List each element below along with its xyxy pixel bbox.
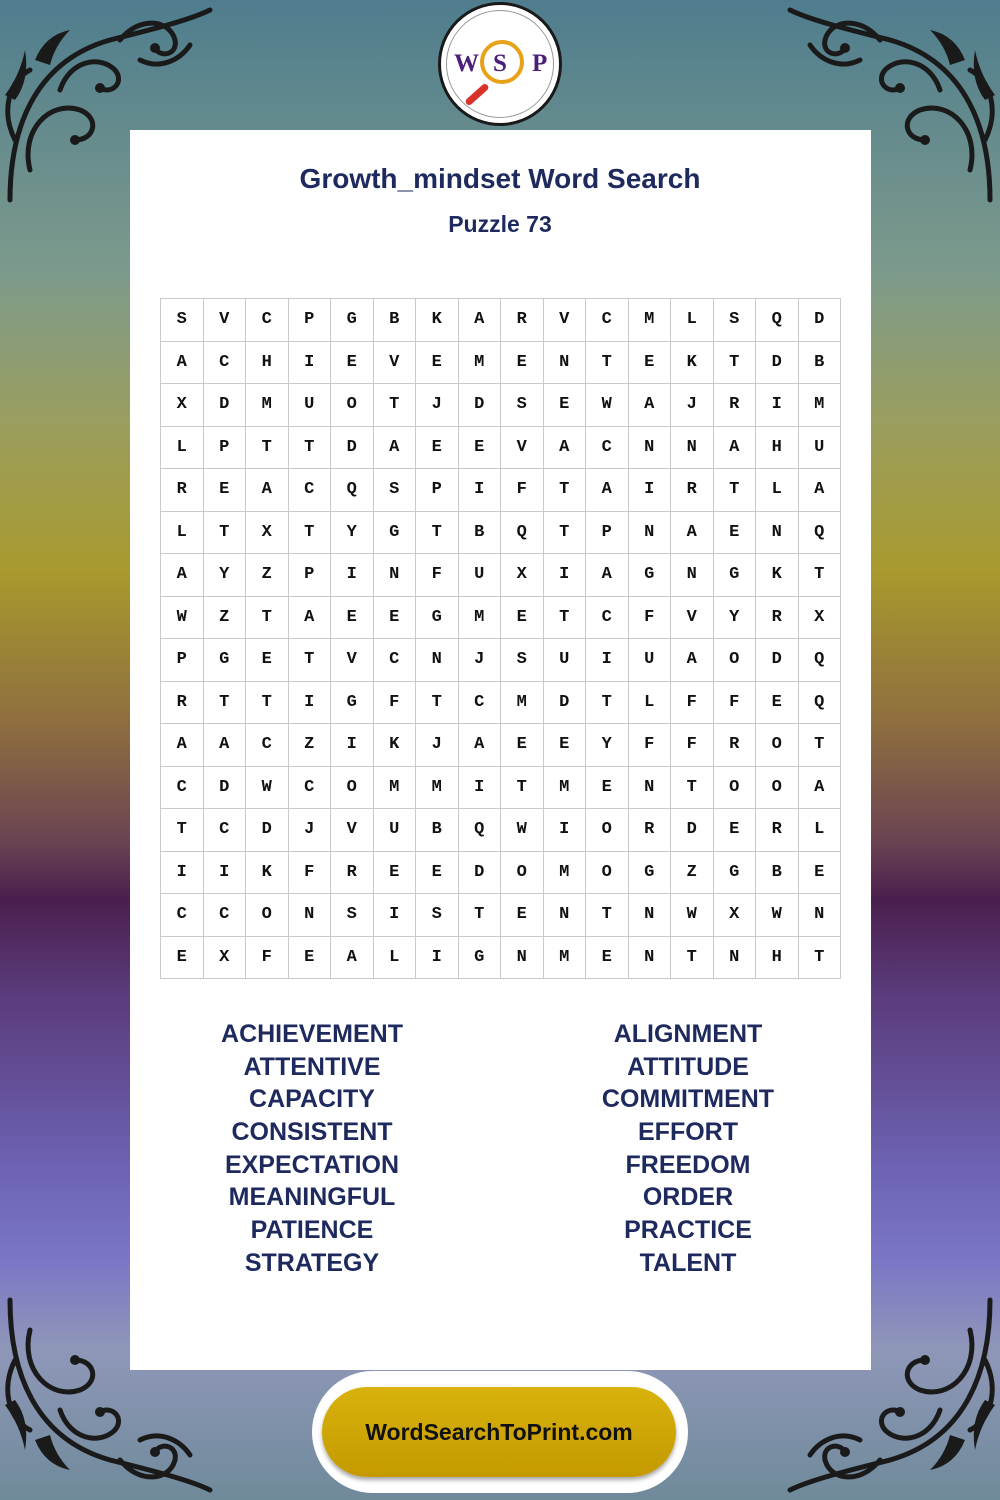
grid-cell[interactable]: T <box>798 554 841 597</box>
grid-cell[interactable]: C <box>203 341 246 384</box>
grid-cell[interactable]: N <box>628 426 671 469</box>
grid-cell[interactable]: T <box>373 384 416 427</box>
grid-cell[interactable]: N <box>543 341 586 384</box>
grid-cell[interactable]: M <box>798 384 841 427</box>
grid-cell[interactable]: O <box>331 384 374 427</box>
grid-cell[interactable]: Q <box>331 469 374 512</box>
grid-cell[interactable]: F <box>671 724 714 767</box>
grid-cell[interactable]: I <box>331 724 374 767</box>
word-list-left <box>162 1018 462 1280</box>
grid-cell[interactable]: C <box>458 681 501 724</box>
grid-cell[interactable]: X <box>713 894 756 937</box>
grid-cell[interactable]: D <box>543 681 586 724</box>
grid-cell[interactable]: D <box>798 299 841 342</box>
grid-cell[interactable]: W <box>586 384 629 427</box>
grid-cell[interactable]: D <box>246 809 289 852</box>
grid-cell[interactable]: W <box>671 894 714 937</box>
grid-cell[interactable]: K <box>416 299 459 342</box>
grid-cell[interactable]: M <box>373 766 416 809</box>
grid-cell[interactable]: I <box>331 554 374 597</box>
site-link-label: WordSearchToPrint.com <box>365 1418 633 1445</box>
grid-cell[interactable]: G <box>203 639 246 682</box>
word-list-item: CONSISTENT <box>231 1118 393 1147</box>
grid-cell[interactable]: T <box>416 511 459 554</box>
grid-cell[interactable]: Q <box>798 511 841 554</box>
word-list-item: CAPACITY <box>249 1085 375 1114</box>
grid-cell[interactable]: R <box>713 384 756 427</box>
grid-cell[interactable]: K <box>671 341 714 384</box>
grid-cell[interactable]: F <box>713 681 756 724</box>
word-list-item: ATTITUDE <box>627 1052 749 1081</box>
grid-cell[interactable]: T <box>586 894 629 937</box>
grid-cell[interactable]: Z <box>203 596 246 639</box>
grid-cell[interactable]: E <box>628 341 671 384</box>
grid-cell[interactable]: A <box>586 554 629 597</box>
grid-cell[interactable]: E <box>713 511 756 554</box>
grid-cell[interactable]: K <box>373 724 416 767</box>
grid-cell[interactable]: R <box>161 469 204 512</box>
grid-cell[interactable]: F <box>501 469 544 512</box>
grid-cell[interactable]: A <box>331 936 374 979</box>
grid-cell[interactable]: A <box>373 426 416 469</box>
grid-cell[interactable]: A <box>458 299 501 342</box>
grid-cell[interactable]: T <box>798 724 841 767</box>
grid-cell[interactable]: O <box>756 724 799 767</box>
grid-cell[interactable]: Y <box>713 596 756 639</box>
grid-cell[interactable]: V <box>203 299 246 342</box>
grid-cell[interactable]: L <box>798 809 841 852</box>
grid-cell[interactable]: E <box>458 426 501 469</box>
grid-row <box>161 851 841 894</box>
grid-cell[interactable]: E <box>586 936 629 979</box>
grid-cell[interactable]: R <box>756 596 799 639</box>
grid-cell[interactable]: E <box>161 936 204 979</box>
grid-cell[interactable]: C <box>246 724 289 767</box>
grid-cell[interactable]: D <box>203 766 246 809</box>
grid-cell[interactable]: S <box>373 469 416 512</box>
grid-cell[interactable]: S <box>501 639 544 682</box>
grid-cell[interactable]: T <box>246 681 289 724</box>
grid-cell[interactable]: N <box>628 936 671 979</box>
grid-cell[interactable]: V <box>373 341 416 384</box>
grid-cell[interactable]: Y <box>586 724 629 767</box>
grid-cell[interactable]: Y <box>331 511 374 554</box>
grid-cell[interactable]: F <box>671 681 714 724</box>
grid-cell[interactable]: M <box>543 851 586 894</box>
grid-cell[interactable]: U <box>798 426 841 469</box>
grid-cell[interactable]: F <box>246 936 289 979</box>
logo-letter-w: W <box>454 50 479 77</box>
grid-cell[interactable]: W <box>246 766 289 809</box>
grid-cell[interactable]: E <box>416 851 459 894</box>
grid-cell[interactable]: B <box>798 341 841 384</box>
grid-cell[interactable]: H <box>756 936 799 979</box>
grid-cell[interactable]: A <box>713 426 756 469</box>
grid-cell[interactable]: A <box>161 341 204 384</box>
grid-cell[interactable]: T <box>501 766 544 809</box>
grid-cell[interactable]: I <box>628 469 671 512</box>
grid-cell[interactable]: V <box>543 299 586 342</box>
grid-cell[interactable]: F <box>416 554 459 597</box>
grid-cell[interactable]: O <box>713 639 756 682</box>
grid-cell[interactable]: T <box>416 681 459 724</box>
grid-cell[interactable]: J <box>458 639 501 682</box>
word-list-item: ACHIEVEMENT <box>221 1020 403 1048</box>
grid-cell[interactable]: T <box>586 681 629 724</box>
grid-cell[interactable]: E <box>501 724 544 767</box>
grid-row <box>161 299 841 342</box>
grid-cell[interactable]: L <box>373 936 416 979</box>
grid-cell[interactable]: M <box>501 681 544 724</box>
grid-cell[interactable]: K <box>756 554 799 597</box>
grid-cell[interactable]: G <box>416 596 459 639</box>
grid-cell[interactable]: M <box>543 936 586 979</box>
grid-cell[interactable]: T <box>288 639 331 682</box>
grid-cell[interactable]: G <box>713 851 756 894</box>
grid-cell[interactable]: T <box>543 469 586 512</box>
grid-cell[interactable]: I <box>586 639 629 682</box>
grid-cell[interactable]: M <box>543 766 586 809</box>
grid-cell[interactable]: O <box>331 766 374 809</box>
grid-cell[interactable]: I <box>543 809 586 852</box>
grid-cell[interactable]: A <box>458 724 501 767</box>
grid-cell[interactable]: L <box>628 681 671 724</box>
grid-cell[interactable]: N <box>288 894 331 937</box>
grid-cell[interactable]: N <box>543 894 586 937</box>
grid-cell[interactable]: R <box>161 681 204 724</box>
grid-cell[interactable]: M <box>628 299 671 342</box>
grid-cell[interactable]: V <box>501 426 544 469</box>
grid-cell[interactable]: Z <box>288 724 331 767</box>
grid-cell[interactable]: E <box>501 596 544 639</box>
grid-cell[interactable]: N <box>628 894 671 937</box>
grid-cell[interactable]: A <box>671 639 714 682</box>
grid-cell[interactable]: N <box>501 936 544 979</box>
grid-cell[interactable]: B <box>416 809 459 852</box>
grid-cell[interactable]: T <box>798 936 841 979</box>
grid-cell[interactable]: G <box>713 554 756 597</box>
puzzle-title: Growth_mindset Word Search <box>299 163 701 194</box>
grid-cell[interactable]: E <box>373 596 416 639</box>
grid-cell[interactable]: T <box>543 511 586 554</box>
word-list-item: EXPECTATION <box>224 1150 400 1179</box>
grid-cell[interactable]: P <box>288 299 331 342</box>
grid-cell[interactable]: A <box>586 469 629 512</box>
grid-cell[interactable]: F <box>628 724 671 767</box>
grid-cell[interactable]: T <box>713 341 756 384</box>
grid-cell[interactable]: L <box>671 299 714 342</box>
grid-cell[interactable]: D <box>203 384 246 427</box>
word-list-item: FREEDOM <box>625 1150 751 1179</box>
grid-cell[interactable]: D <box>458 851 501 894</box>
grid-cell[interactable]: E <box>416 341 459 384</box>
grid-cell[interactable]: A <box>161 554 204 597</box>
grid-cell[interactable]: I <box>416 936 459 979</box>
grid-cell[interactable]: W <box>161 596 204 639</box>
word-list-item: TALENT <box>639 1248 737 1277</box>
grid-cell[interactable]: P <box>203 426 246 469</box>
grid-cell[interactable]: S <box>161 299 204 342</box>
grid-cell[interactable]: D <box>331 426 374 469</box>
grid-cell[interactable]: E <box>756 681 799 724</box>
grid-cell[interactable]: T <box>586 341 629 384</box>
grid-cell[interactable]: J <box>416 384 459 427</box>
grid-cell[interactable]: J <box>288 809 331 852</box>
grid-cell[interactable]: E <box>246 639 289 682</box>
grid-row <box>161 341 841 384</box>
grid-cell[interactable]: G <box>628 554 671 597</box>
grid-cell[interactable]: N <box>628 511 671 554</box>
grid-cell[interactable]: Z <box>671 851 714 894</box>
grid-cell[interactable]: Z <box>246 554 289 597</box>
grid-cell[interactable]: E <box>288 936 331 979</box>
grid-cell[interactable]: N <box>628 766 671 809</box>
grid-cell[interactable]: A <box>671 511 714 554</box>
puzzle-number: Puzzle 73 <box>448 211 552 237</box>
grid-cell[interactable]: T <box>203 511 246 554</box>
grid-row <box>161 511 841 554</box>
grid-cell[interactable]: N <box>373 554 416 597</box>
grid-cell[interactable]: E <box>798 851 841 894</box>
grid-cell[interactable]: A <box>628 384 671 427</box>
grid-cell[interactable]: G <box>331 681 374 724</box>
grid-cell[interactable]: X <box>798 596 841 639</box>
word-list-right <box>538 1018 838 1280</box>
grid-cell[interactable]: T <box>203 681 246 724</box>
grid-cell[interactable]: B <box>756 851 799 894</box>
grid-cell[interactable]: I <box>288 341 331 384</box>
grid-cell[interactable]: N <box>798 894 841 937</box>
grid-cell[interactable]: T <box>288 511 331 554</box>
grid-row <box>161 809 841 852</box>
grid-cell[interactable]: L <box>161 426 204 469</box>
grid-cell[interactable]: S <box>713 299 756 342</box>
grid-row <box>161 426 841 469</box>
grid-cell[interactable]: W <box>501 809 544 852</box>
grid-cell[interactable]: C <box>288 469 331 512</box>
grid-cell[interactable]: D <box>756 639 799 682</box>
word-list-item: ALIGNMENT <box>613 1020 763 1048</box>
grid-cell[interactable]: U <box>628 639 671 682</box>
grid-cell[interactable]: N <box>671 554 714 597</box>
grid-cell[interactable]: E <box>543 724 586 767</box>
grid-cell[interactable]: A <box>798 766 841 809</box>
word-list-item: EFFORT <box>638 1118 738 1147</box>
grid-cell[interactable]: R <box>671 469 714 512</box>
letter-grid <box>160 298 841 979</box>
grid-row <box>161 766 841 809</box>
grid-cell[interactable]: O <box>586 851 629 894</box>
grid-cell[interactable]: J <box>416 724 459 767</box>
grid-cell[interactable]: Y <box>203 554 246 597</box>
grid-cell[interactable]: A <box>161 724 204 767</box>
grid-cell[interactable]: X <box>203 936 246 979</box>
grid-cell[interactable]: B <box>458 511 501 554</box>
grid-cell[interactable]: Q <box>756 299 799 342</box>
grid-cell[interactable]: E <box>331 341 374 384</box>
grid-cell[interactable]: N <box>671 426 714 469</box>
grid-cell[interactable]: E <box>416 426 459 469</box>
grid-cell[interactable]: O <box>756 766 799 809</box>
grid-row <box>161 681 841 724</box>
word-list-item: STRATEGY <box>244 1248 380 1277</box>
grid-cell[interactable]: M <box>458 341 501 384</box>
grid-cell[interactable]: R <box>331 851 374 894</box>
grid-cell[interactable]: R <box>628 809 671 852</box>
grid-cell[interactable]: N <box>416 639 459 682</box>
grid-cell[interactable]: G <box>373 511 416 554</box>
grid-cell[interactable]: Q <box>798 639 841 682</box>
grid-cell[interactable]: Q <box>798 681 841 724</box>
grid-row <box>161 936 841 979</box>
grid-cell[interactable]: T <box>671 936 714 979</box>
grid-cell[interactable]: C <box>373 639 416 682</box>
grid-row <box>161 596 841 639</box>
grid-cell[interactable]: E <box>713 809 756 852</box>
grid-cell[interactable]: U <box>288 384 331 427</box>
grid-cell[interactable]: Q <box>458 809 501 852</box>
grid-row <box>161 894 841 937</box>
grid-cell[interactable]: C <box>288 766 331 809</box>
grid-row <box>161 469 841 512</box>
grid-cell[interactable]: F <box>373 681 416 724</box>
grid-cell[interactable]: A <box>203 724 246 767</box>
word-list-item: ORDER <box>642 1183 734 1212</box>
grid-cell[interactable]: A <box>288 596 331 639</box>
grid-cell[interactable]: T <box>713 469 756 512</box>
grid-cell[interactable]: E <box>501 894 544 937</box>
grid-cell[interactable]: R <box>501 299 544 342</box>
wsp-logo <box>438 2 562 126</box>
grid-cell[interactable]: V <box>331 809 374 852</box>
grid-cell[interactable]: R <box>713 724 756 767</box>
grid-row <box>161 554 841 597</box>
grid-cell[interactable]: P <box>586 511 629 554</box>
grid-cell[interactable]: S <box>501 384 544 427</box>
grid-cell[interactable]: I <box>756 384 799 427</box>
grid-cell[interactable]: V <box>671 596 714 639</box>
grid-cell[interactable]: C <box>586 596 629 639</box>
word-list-item: PATIENCE <box>250 1216 374 1245</box>
grid-cell[interactable]: M <box>458 596 501 639</box>
grid-cell[interactable]: X <box>161 384 204 427</box>
grid-cell[interactable]: U <box>543 639 586 682</box>
grid-cell[interactable]: C <box>203 894 246 937</box>
grid-row <box>161 639 841 682</box>
grid-cell[interactable]: P <box>288 554 331 597</box>
grid-cell[interactable]: E <box>203 469 246 512</box>
grid-cell[interactable]: H <box>756 426 799 469</box>
grid-cell[interactable]: H <box>246 341 289 384</box>
grid-cell[interactable]: C <box>161 894 204 937</box>
grid-cell[interactable]: S <box>416 894 459 937</box>
grid-cell[interactable]: U <box>373 809 416 852</box>
grid-cell[interactable]: I <box>458 469 501 512</box>
grid-cell[interactable]: C <box>161 766 204 809</box>
grid-cell[interactable]: M <box>416 766 459 809</box>
grid-cell[interactable]: T <box>288 426 331 469</box>
grid-cell[interactable]: D <box>671 809 714 852</box>
grid-cell[interactable]: C <box>586 426 629 469</box>
grid-cell[interactable]: T <box>543 596 586 639</box>
grid-cell[interactable]: T <box>671 766 714 809</box>
grid-cell[interactable]: O <box>501 851 544 894</box>
grid-cell[interactable]: A <box>798 469 841 512</box>
grid-cell[interactable]: L <box>161 511 204 554</box>
logo-letter-s: S <box>493 50 507 77</box>
grid-cell[interactable]: T <box>246 426 289 469</box>
grid-cell[interactable]: O <box>586 809 629 852</box>
grid-cell[interactable]: G <box>628 851 671 894</box>
grid-cell[interactable]: I <box>543 554 586 597</box>
grid-cell[interactable]: D <box>756 341 799 384</box>
grid-cell[interactable]: E <box>331 596 374 639</box>
word-list-item: MEANINGFUL <box>228 1183 396 1212</box>
grid-cell[interactable]: I <box>458 766 501 809</box>
word-list-item: ATTENTIVE <box>243 1052 381 1081</box>
grid-cell[interactable]: I <box>161 851 204 894</box>
grid-cell[interactable]: P <box>416 469 459 512</box>
grid-cell[interactable]: C <box>203 809 246 852</box>
grid-cell[interactable]: N <box>756 511 799 554</box>
grid-cell[interactable]: B <box>373 299 416 342</box>
site-link-button[interactable] <box>322 1387 676 1477</box>
grid-row <box>161 724 841 767</box>
grid-cell[interactable]: L <box>756 469 799 512</box>
grid-cell[interactable]: T <box>246 596 289 639</box>
grid-cell[interactable]: N <box>713 936 756 979</box>
grid-cell[interactable]: I <box>373 894 416 937</box>
grid-cell[interactable]: A <box>246 469 289 512</box>
grid-cell[interactable]: W <box>756 894 799 937</box>
grid-cell[interactable]: A <box>543 426 586 469</box>
grid-cell[interactable]: U <box>458 554 501 597</box>
grid-cell[interactable]: P <box>161 639 204 682</box>
grid-cell[interactable]: J <box>671 384 714 427</box>
grid-cell[interactable]: G <box>331 299 374 342</box>
grid-cell[interactable]: G <box>458 936 501 979</box>
grid-cell[interactable]: F <box>288 851 331 894</box>
grid-cell[interactable]: D <box>458 384 501 427</box>
grid-cell[interactable]: I <box>288 681 331 724</box>
grid-cell[interactable]: M <box>246 384 289 427</box>
word-list-item: PRACTICE <box>624 1216 752 1245</box>
grid-cell[interactable]: K <box>246 851 289 894</box>
grid-cell[interactable]: T <box>458 894 501 937</box>
grid-cell[interactable]: V <box>331 639 374 682</box>
word-list-item: COMMITMENT <box>601 1085 775 1114</box>
grid-cell[interactable]: X <box>246 511 289 554</box>
grid-cell[interactable]: R <box>756 809 799 852</box>
logo-letter-p: P <box>532 50 548 77</box>
grid-cell[interactable]: T <box>161 809 204 852</box>
grid-cell[interactable]: E <box>501 341 544 384</box>
grid-cell[interactable]: S <box>331 894 374 937</box>
grid-cell[interactable]: Q <box>501 511 544 554</box>
grid-row <box>161 384 841 427</box>
grid-cell[interactable]: I <box>203 851 246 894</box>
grid-cell[interactable]: C <box>246 299 289 342</box>
grid-cell[interactable]: E <box>543 384 586 427</box>
grid-cell[interactable]: O <box>246 894 289 937</box>
grid-cell[interactable]: C <box>586 299 629 342</box>
grid-cell[interactable]: F <box>628 596 671 639</box>
grid-cell[interactable]: E <box>373 851 416 894</box>
grid-cell[interactable]: X <box>501 554 544 597</box>
grid-cell[interactable]: E <box>586 766 629 809</box>
grid-cell[interactable]: O <box>713 766 756 809</box>
